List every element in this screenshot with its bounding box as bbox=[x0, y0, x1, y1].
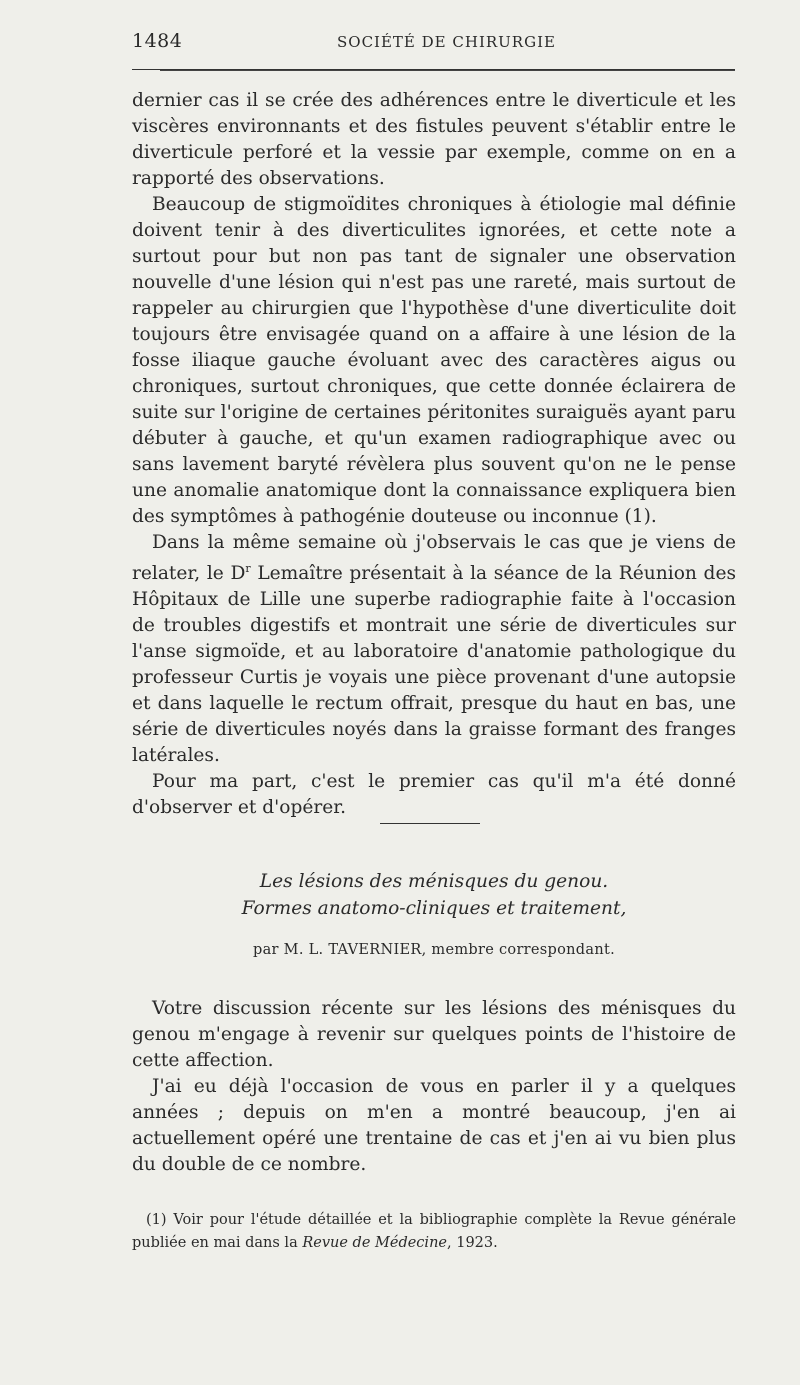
paragraph-experience: J'ai eu déjà l'occasion de vous en parler il y a quelques années ; depuis on m'en a montré beaucoup, j'en ai actuellement opéré une trentaine de cas et j'en ai vu bien plus du double de ce nombre. bbox=[132, 1076, 736, 1175]
paragraph-stigmoidites: Beaucoup de stigmoïdites chroniques à étiologie mal définie doivent tenir à des diverticulites ignorées, et cette note a surtout pour but non pas tant de signaler une observation nouvelle d'une lésion qui n'est pas une rareté, mais surtout de rappeler au chirurgien que l'hypothèse d'une diverticulite doit toujours être envisagée quand on a affaire à une lésion de la fosse iliaque gauche évoluant avec des caractères aigus ou chroniques, surtout chroniques, que cette donnée éclairera de suite sur l'origine de certaines péritonites suraiguës ayant paru débuter à gauche, et qu'un examen radiographique avec ou sans lavement baryté révèlera plus souvent qu'on ne le pense une anomalie anatomique dont la connaissance expliquera bien des symptômes à pathogénie douteuse ou inconnue (1). bbox=[132, 194, 736, 527]
running-head: SOCIÉTÉ DE CHIRURGIE bbox=[337, 33, 556, 51]
article-title-line-2: Formes anatomo-cliniques et traitement, bbox=[241, 898, 627, 919]
main-text-section-2 bbox=[132, 996, 736, 1178]
section-separator bbox=[380, 823, 480, 824]
doctor-abbrev-sup: r bbox=[245, 562, 251, 575]
footnote bbox=[132, 1209, 736, 1255]
paragraph-continuation: dernier cas il se crée des adhérences entre le diverticule et les viscères environnants et des fistules peuvent s'établir entre le diverticule perforé et la vessie par exemple, comme on en a rapporté des observations. bbox=[132, 90, 736, 189]
page-header bbox=[132, 30, 735, 54]
footnote-text-start: (1) Voir pour l'étude détaillée et la bibliographie complète la Revue générale publiée en mai dans la bbox=[132, 1212, 736, 1251]
article-title bbox=[132, 868, 736, 922]
paragraph-discussion: Votre discussion récente sur les lésions des ménisques du genou m'engage à revenir sur quelques points de l'histoire de cette affection. bbox=[132, 998, 736, 1071]
footnote-text-end: , 1923. bbox=[447, 1235, 498, 1251]
page-number: 1484 bbox=[132, 30, 183, 52]
article-byline: par M. L. TAVERNIER, membre correspondant. bbox=[253, 942, 615, 958]
article-title-line-1: Les lésions des ménisques du genou. bbox=[259, 871, 609, 892]
paragraph-same-week-end: Lemaître présentait à la séance de la Réunion des Hôpitaux de Lille une superbe radiographie faite à l'occasion de troubles digestifs et montrait une série de diverticules sur l'anse sigmoïde, et au laboratoire d'anatomie pathologique du professeur Curtis je voyais une pièce provenant d'une autopsie et dans laquelle le rectum offrait, presque du haut en bas, une série de diverticules noyés dans la graisse formant des franges latérales. bbox=[132, 563, 736, 767]
main-text-section-1 bbox=[132, 88, 736, 821]
footnote-journal: Revue de Médecine bbox=[302, 1235, 447, 1251]
paragraph-same-week-start: Dans la même semaine où j'observais le cas que je viens de relater, le D bbox=[132, 532, 736, 585]
footnote-text bbox=[132, 1209, 736, 1255]
paragraph-first-case: Pour ma part, c'est le premier cas qu'il m'a été donné d'observer et d'opérer. bbox=[132, 771, 736, 819]
header-rule-accent bbox=[160, 70, 735, 71]
paragraph-same-week bbox=[132, 530, 736, 769]
